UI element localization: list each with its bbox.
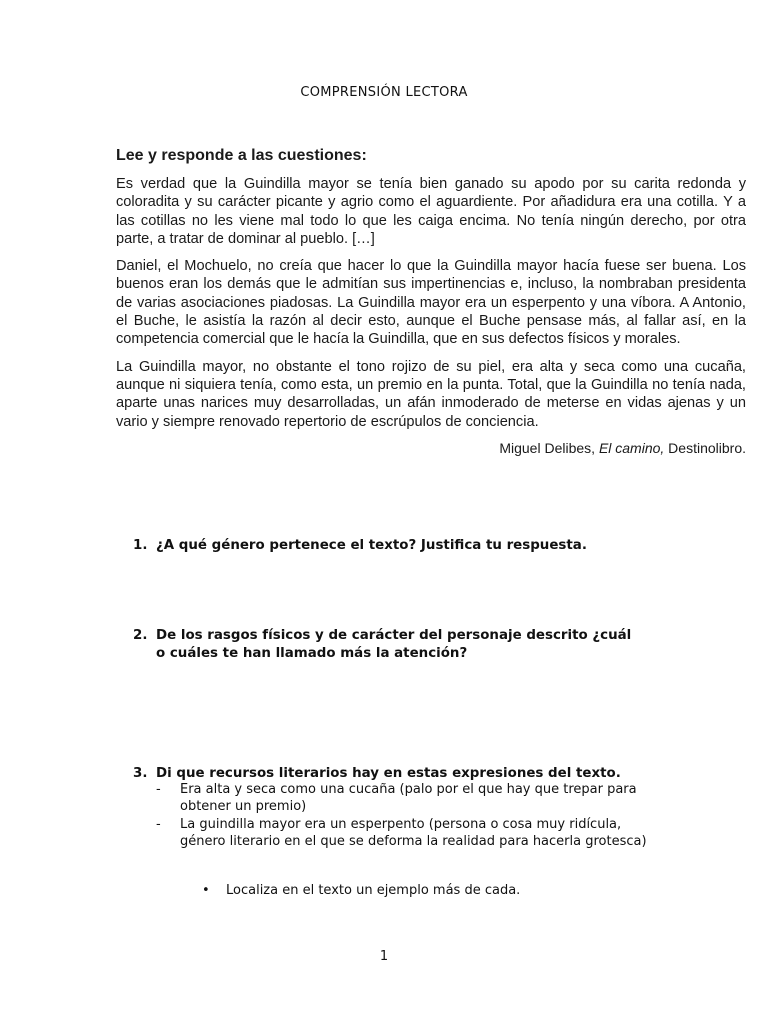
task-text: Localiza en el texto un ejemplo más de cada. <box>226 883 521 898</box>
page-number: 1 <box>379 949 389 964</box>
passage-heading: Lee y responde a las cuestiones: <box>116 147 367 164</box>
question-text: De los rasgos físicos y de carácter del personaje descrito ¿cuál o cuáles te han llamado más la atención? <box>156 628 632 661</box>
dash-marker: - <box>156 782 161 797</box>
question-1 <box>133 537 693 555</box>
expressions-list <box>156 781 656 851</box>
question-text: Di que recursos literarios hay en estas expresiones del texto. <box>156 766 621 781</box>
passage-paragraph: Es verdad que la Guindilla mayor se tenía bien ganado su apodo por su carita redonda y coloradita y su carácter picante y agrio como el aguardiente. Por añadidura era una cotilla. Y a las cotillas no les viene mal todo lo que les caiga encima. No tenía ningún derecho, por otra parte, a tratar de dominar al pueblo. […] <box>116 176 746 247</box>
question-2 <box>133 627 633 663</box>
expression-text: Era alta y seca como una cucaña (palo por el que hay que trepar para obtener un premio) <box>180 782 637 814</box>
list-item <box>156 781 656 815</box>
passage-paragraph: La Guindilla mayor, no obstante el tono rojizo de su piel, era alta y seca como una cucaña, aunque ni siquiera tenía, como esta, un premio en la punta. Total, que la Guindilla no tenía nada, aparte unas narices muy desarrolladas, un afán inmoderado de meterse en vidas ajenas y un vario y siempre renovado repertorio de escrúpulos de conciencia. <box>116 358 746 430</box>
citation-author: Miguel Delibes, <box>499 439 599 456</box>
task-item <box>202 882 520 899</box>
question-number: 2. <box>133 628 148 643</box>
question-number: 3. <box>133 766 148 781</box>
question-text: ¿A qué género pertenece el texto? Justifica tu respuesta. <box>156 538 587 553</box>
citation-work: El camino, <box>598 439 665 456</box>
question-number: 1. <box>133 538 148 553</box>
citation-publisher: Destinolibro. <box>664 439 746 456</box>
bullet-icon: • <box>202 883 210 898</box>
reading-passage <box>116 147 746 456</box>
passage-paragraph: Daniel, el Mochuelo, no creía que hacer lo que la Guindilla mayor hacía fuese ser buena. Los buenos eran los demás que le admitían sus impertinencias e, incluso, la nombraban presidenta de varias asociaciones piadosas. La Guindilla mayor era un esperpento y una víbora. A Antonio, el Buche, le asistía la razón al decir esto, aunque el Buche pensase más, al fallar así, en la competencia comercial que le hacía la Guindilla, que en sus defectos físicos y morales. <box>116 258 746 348</box>
list-item <box>156 816 656 850</box>
dash-marker: - <box>156 817 161 832</box>
citation <box>116 440 746 456</box>
expression-text: La guindilla mayor era un esperpento (persona o cosa muy ridícula, género literario en el que se deforma la realidad para hacerla grotesca) <box>180 817 647 849</box>
document-title: COMPRENSIÓN LECTORA <box>300 85 468 100</box>
